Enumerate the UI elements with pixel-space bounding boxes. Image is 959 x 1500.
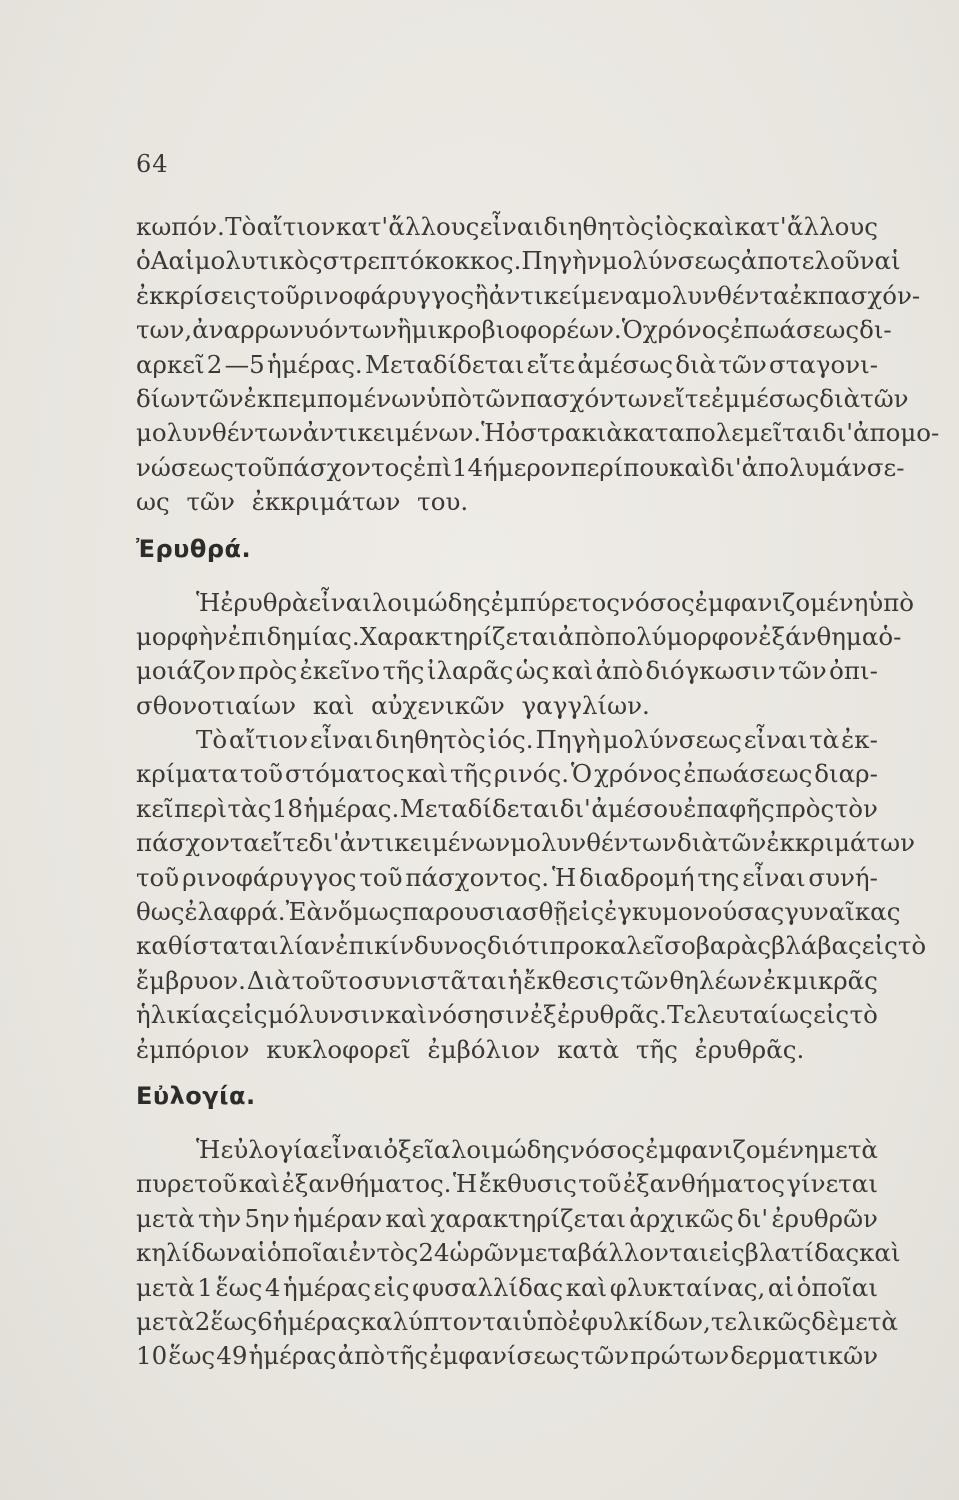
page-number: 64 (136, 150, 169, 178)
text-line: μοιάζον πρὸς ἐκεῖνο τῆς ἰλαρᾶς ὡς καὶ ἀπὸ διόγκωσιν τῶν ὀπι- (136, 656, 878, 686)
text-line: δίων τῶν ἐκπεμπομένων ὑπὸ τῶν πασχόντων εἴτε ἐμμέσως διὰ τῶν (136, 383, 909, 413)
text-line: 10 ἕως 49 ἡμέρας ἀπὸ τῆς ἐμφανίσεως τῶν πρώτων δερματικῶν (136, 1341, 878, 1371)
text-line: κωπόν. Τὸ αἴτιον κατ' ἄλλους εἶναι διηθητὸς ἰὸς καὶ κατ' ἄλλους (136, 212, 878, 241)
text-line: κηλίδων αἱ ὁποῖαι ἐντὸς 24 ὡρῶν μεταβάλλονται εἰς βλατίδας καὶ (136, 1238, 901, 1268)
heading-eulogia: Εὐλογία. (136, 1081, 256, 1110)
text-line: ἐμπόριον κυκλοφορεῖ ἐμβόλιον κατὰ τῆς ἐρυθρᾶς. (136, 1034, 805, 1064)
erythra-paragraphs (136, 586, 927, 1067)
intro-paragraph (136, 210, 940, 520)
text-line: κεῖ περὶ τὰς 18 ἡμέρας. Μεταδίδεται δι' ἀμέσου ἐπαφῆς πρὸς τὸν (136, 793, 878, 823)
text-line: αρκεῖ 2 —5 ἡμέρας. Μεταδίδεται εἴτε ἀμέσως διὰ τῶν σταγονι- (136, 349, 878, 379)
text-line: καθίσταται λίαν ἐπικίνδυνος διότι προκαλεῖ σοβαρὰς βλάβας εἰς τὸ (136, 931, 927, 961)
text-line: κρίματα τοῦ στόματος καὶ τῆς ρινός. Ὁ χρόνος ἐπωάσεως διαρ- (136, 759, 878, 789)
text-line: των, ἀναρρωνυόντων ἢ μικροβιοφορέων. Ὁ χρόνος ἐπωάσεως δι- (136, 315, 892, 345)
text-line: ἐκκρίσεις τοῦ ρινοφάρυγγος ἢ ἀντικείμενα μολυνθέντα ἐκ πασχόν- (136, 280, 921, 310)
text-line: μετὰ 1 ἕως 4 ἡμέρας εἰς φυσαλλίδας καὶ φλυκταίνας, αἱ ὁποῖαι (136, 1272, 878, 1302)
text-line: μολυνθέντων ἀντικειμένων. Ἡ ὀστρακιὰ καταπολεμεῖται δι' ἀπομο- (136, 418, 940, 448)
text-line: Ἡ ἐρυθρὰ εἶναι λοιμώδης ἐμπύρετος νόσος ἐμφανιζομένη ὑπὸ (196, 587, 915, 617)
text-line: μετὰ τὴν 5ην ἡμέραν καὶ χαρακτηρίζεται ἀρχικῶς δι' ἐρυθρῶν (136, 1203, 878, 1233)
text-line: μορφὴν ἐπιδημίας. Χαρακτηρίζεται ἀπὸ πολύμορφον ἐξάνθημα ὁ- (136, 621, 902, 651)
text-line: πυρετοῦ καὶ ἐξανθήματος. Ἡ ἔκθυσις τοῦ ἐξανθήματος γίνεται (136, 1169, 878, 1199)
text-line: ἔμβρυον. Διὰ τοῦτο συνιστᾶται ἡ ἔκθεσις τῶν θηλέων ἐκ μικρᾶς (136, 965, 878, 995)
eulogia-paragraph (136, 1133, 901, 1374)
text-line: ὁ Α αἱμολυτικὸς στρεπτόκοκκος. Πηγὴν μολύνσεως ἀποτελοῦν αἱ (136, 246, 901, 276)
text-line: ως τῶν ἐκκριμάτων του. (136, 487, 469, 517)
text-line: πάσχοντα εἴτε δι' ἀντικειμένων μολυνθέντων διὰ τῶν ἐκκριμάτων (136, 828, 915, 858)
text-line: σθονοτιαίων καὶ αὐχενικῶν γαγγλίων. (136, 690, 650, 720)
body-text (136, 210, 940, 1374)
text-line: μετὰ 2 ἕως 6 ἡμέρας καλύπτονται ὑπὸ ἐφυλκίδων, τελικῶς δὲ μετὰ (136, 1306, 898, 1336)
text-line: τοῦ ρινοφάρυγγος τοῦ πάσχοντος. Ἡ διαδρομή της εἶναι συνή- (136, 862, 878, 892)
heading-erythra: Ἐρυθρά. (136, 534, 252, 563)
text-line: θως ἐλαφρά. Ἐὰν ὅμως παρουσιασθῇ εἰς ἐγκυμονούσας γυναῖκας (136, 897, 901, 927)
text-line: νώσεως τοῦ πάσχοντος ἐπὶ 14ήμερον περίπου καὶ δι' ἀπολυμάνσε- (136, 452, 905, 482)
text-line: ἡλικίας εἰς μόλυνσιν καὶ νόσησιν ἐξ ἐρυθρᾶς. Τελευταίως εἰς τὸ (136, 1000, 878, 1030)
text-line: Τὸ αἴτιον εἶναι διηθητὸς ἰός. Πηγὴ μολύνσεως εἶναι τὰ ἐκ- (196, 725, 878, 755)
text-line: Ἡ εὐλογία εἶναι ὀξεῖα λοιμώδης νόσος ἐμφανιζομένη μετὰ (196, 1134, 878, 1164)
